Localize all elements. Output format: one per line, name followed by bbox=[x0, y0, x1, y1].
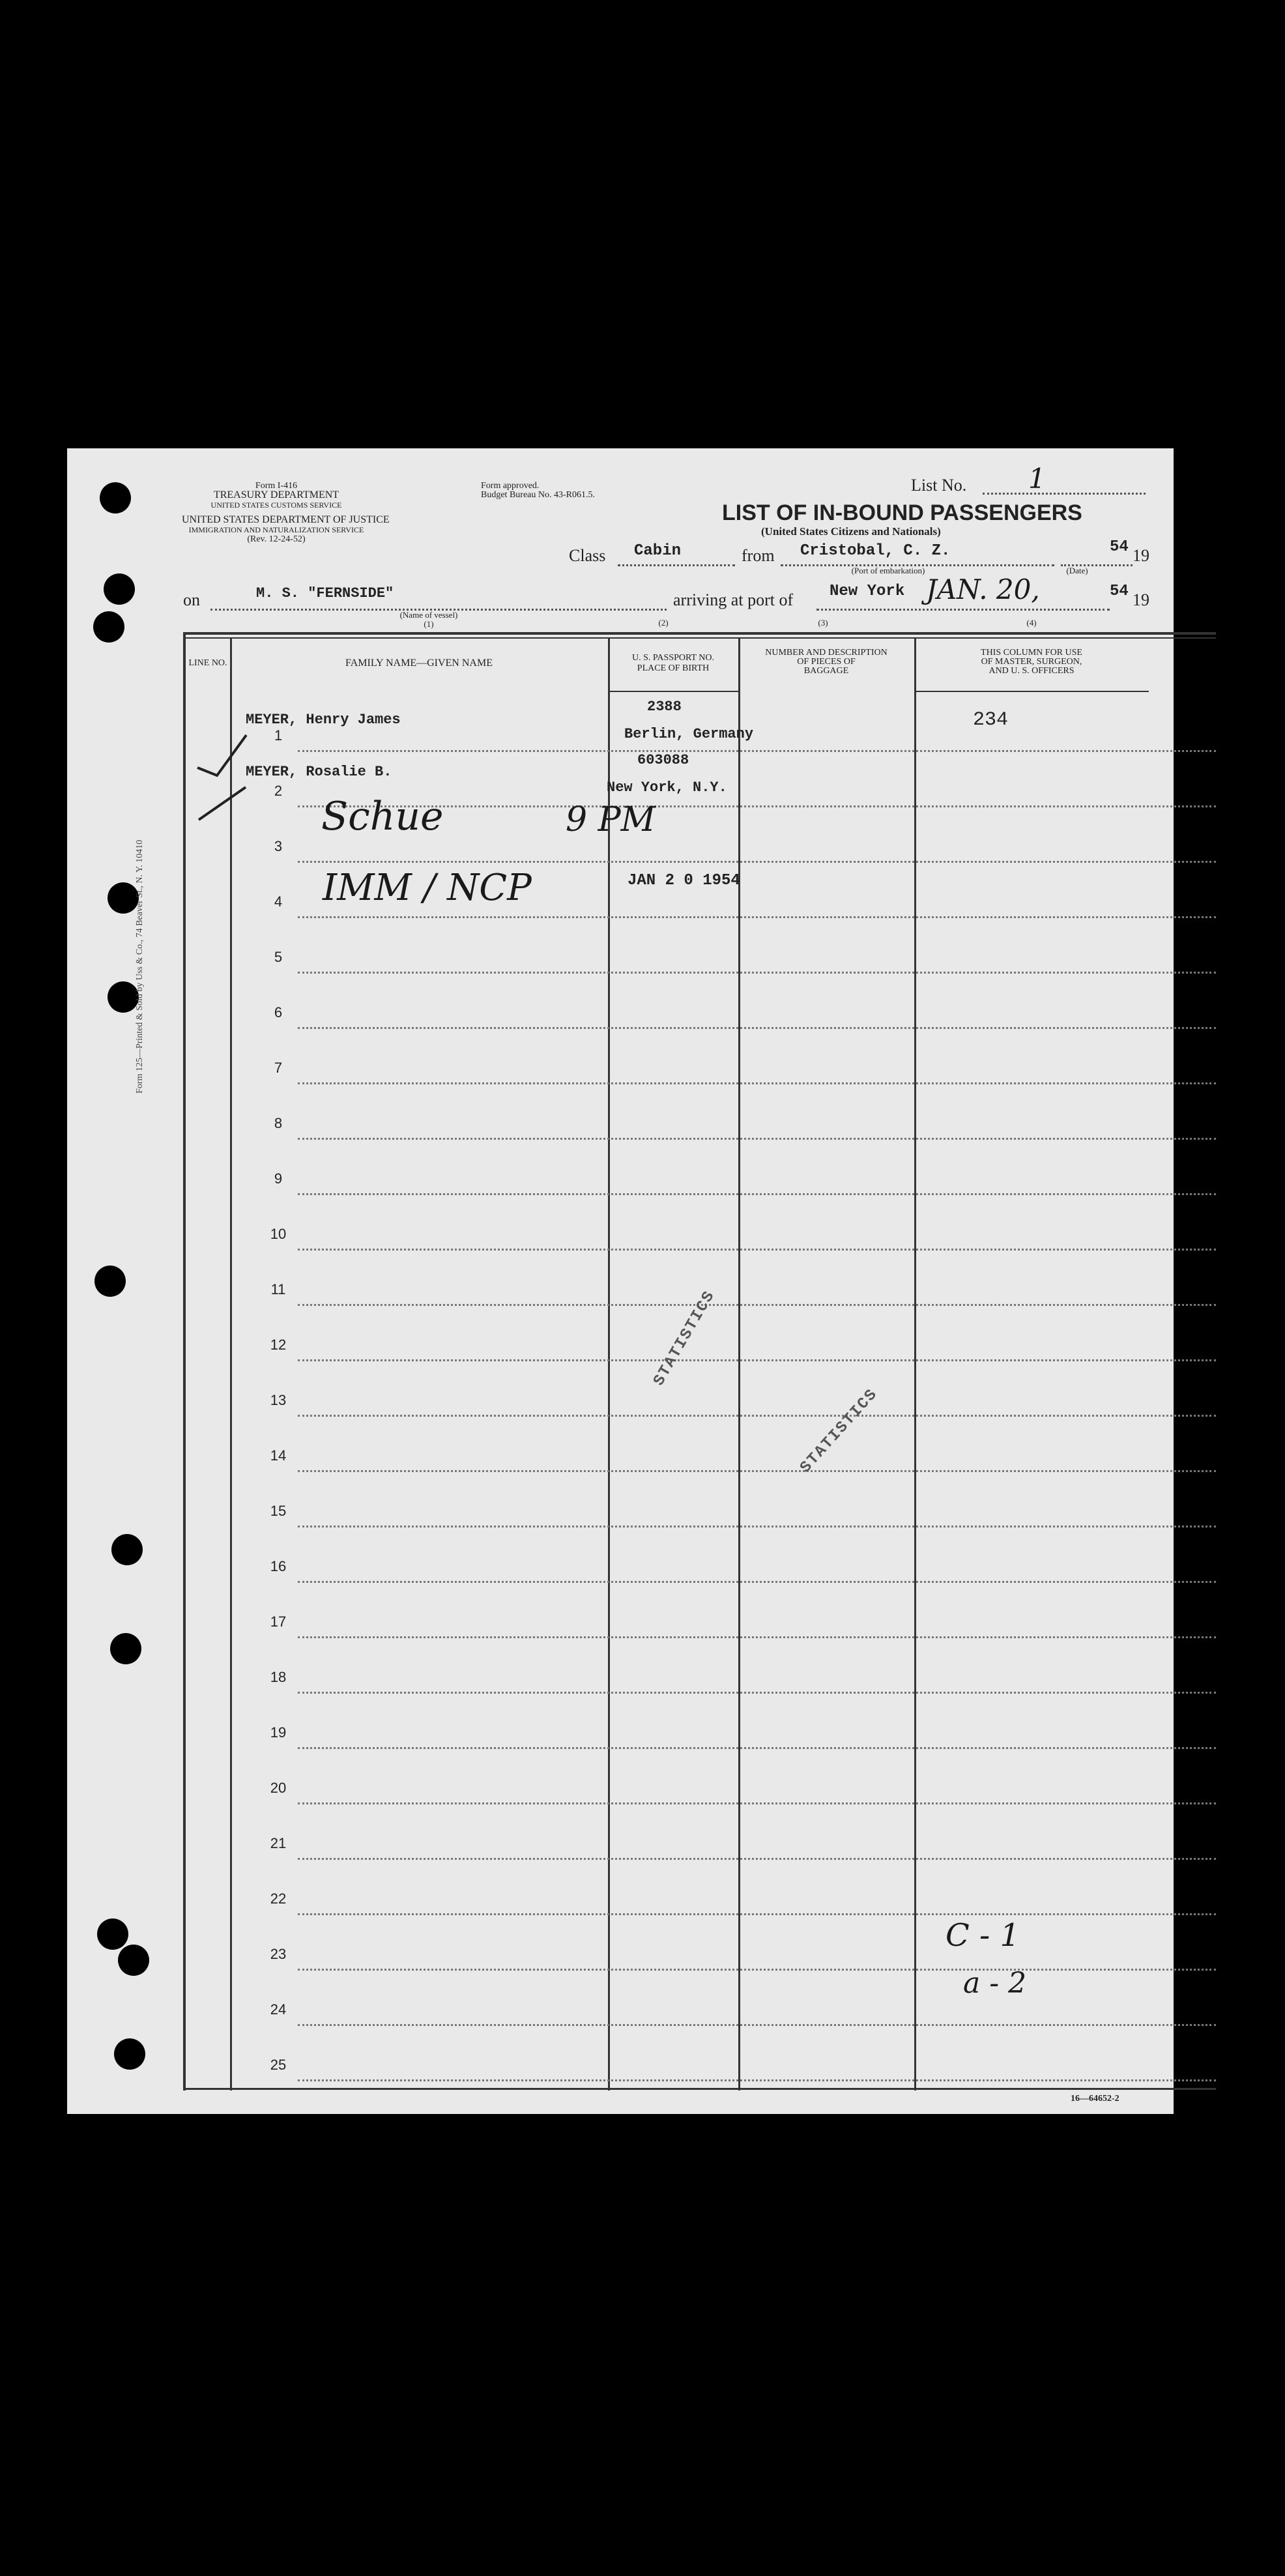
line-number: 14 bbox=[270, 1447, 287, 1464]
passport-header-underline bbox=[608, 691, 738, 692]
table-row bbox=[298, 1470, 1216, 1472]
class-value: Cabin bbox=[634, 542, 682, 560]
punch-hole bbox=[108, 981, 139, 1013]
punch-hole bbox=[100, 482, 131, 514]
arrival-port: New York bbox=[830, 583, 905, 600]
line-number: 23 bbox=[270, 1946, 287, 1962]
table-row bbox=[298, 1082, 1216, 1084]
line-number: 1 bbox=[274, 727, 283, 744]
line-number: 10 bbox=[270, 1226, 287, 1242]
form-approved: Form approved. bbox=[481, 481, 540, 491]
table-row bbox=[298, 1304, 1216, 1306]
vessel-name: M. S. "FERNSIDE" bbox=[256, 585, 394, 601]
caption-3: (3) bbox=[818, 618, 828, 628]
col-divider-baggage bbox=[914, 639, 916, 2091]
arriving-label: arriving at port of bbox=[673, 590, 794, 609]
line-number: 3 bbox=[274, 838, 283, 854]
col-header-line-no: LINE NO. bbox=[188, 658, 227, 668]
table-row bbox=[298, 1802, 1216, 1804]
footer-code: 16—64652-2 bbox=[1071, 2094, 1119, 2104]
table-row bbox=[298, 1858, 1216, 1860]
table-top-border-2 bbox=[183, 637, 1216, 639]
dept-customs: UNITED STATES CUSTOMS SERVICE bbox=[210, 500, 342, 510]
table-row bbox=[298, 861, 1216, 863]
line-number: 8 bbox=[274, 1115, 283, 1131]
table-row bbox=[298, 750, 1216, 752]
line-number: 18 bbox=[270, 1669, 287, 1685]
dept-immigration: IMMIGRATION AND NATURALIZATION SERVICE bbox=[188, 525, 364, 534]
line-number: 21 bbox=[270, 1835, 287, 1851]
col-header-baggage-3: BAGGAGE bbox=[803, 666, 849, 676]
punch-hole bbox=[104, 573, 135, 605]
statistics-stamp-1: STATISTICS bbox=[650, 1287, 719, 1389]
punch-hole bbox=[97, 1918, 128, 1950]
statistics-stamp-2: STATISTICS bbox=[797, 1385, 882, 1477]
col-divider-line bbox=[230, 639, 232, 2091]
table-row bbox=[298, 1692, 1216, 1694]
class-label: Class bbox=[569, 546, 606, 565]
line-number: 22 bbox=[270, 1890, 287, 1907]
table-row bbox=[298, 1969, 1216, 1971]
passenger-2-passport: 603088 bbox=[637, 752, 689, 768]
col-header-officers-2: OF MASTER, SURGEON, bbox=[981, 657, 1082, 667]
table-row bbox=[298, 1415, 1216, 1417]
line-number: 5 bbox=[274, 949, 283, 965]
col-header-officers-3: AND U. S. OFFICERS bbox=[989, 666, 1075, 676]
table-bottom-border bbox=[183, 2088, 1216, 2090]
handwritten-note-c1: C - 1 bbox=[946, 1917, 1020, 1954]
on-label: on bbox=[183, 590, 200, 609]
line-number: 25 bbox=[270, 2057, 287, 2073]
table-row bbox=[298, 1581, 1216, 1583]
caption-2: (2) bbox=[658, 618, 669, 628]
table-row bbox=[298, 1138, 1216, 1140]
from-value: Cristobal, C. Z. bbox=[800, 542, 951, 560]
vessel-caption: (Name of vessel) bbox=[399, 610, 458, 620]
line-number: 16 bbox=[270, 1558, 287, 1574]
col-divider-name bbox=[608, 639, 610, 2091]
line-number: 13 bbox=[270, 1392, 287, 1408]
line-number: 7 bbox=[274, 1060, 283, 1076]
col-divider-passport bbox=[738, 639, 740, 2091]
port-caption: (Port of embarkation) bbox=[851, 566, 925, 575]
table-left-border bbox=[183, 632, 186, 2091]
line-number: 20 bbox=[270, 1780, 287, 1796]
table-row bbox=[298, 1526, 1216, 1527]
passenger-2-birthplace: New York, N.Y. bbox=[607, 779, 727, 796]
from-label: from bbox=[742, 546, 775, 565]
line-number: 12 bbox=[270, 1337, 287, 1353]
punch-hole bbox=[114, 2038, 145, 2070]
line-number: 6 bbox=[274, 1004, 283, 1020]
passenger-1-passport: 2388 bbox=[647, 699, 682, 715]
line-number: 4 bbox=[274, 893, 283, 910]
arrival-date: JAN. 20, bbox=[926, 573, 1040, 605]
handwritten-note-time: 9 PM bbox=[566, 800, 656, 839]
form-page bbox=[67, 448, 1174, 2114]
document-title: LIST OF IN-BOUND PASSENGERS bbox=[722, 500, 1082, 525]
year-prefix-2: 19 bbox=[1133, 590, 1149, 609]
line-number: 19 bbox=[270, 1724, 287, 1741]
table-row bbox=[298, 1913, 1216, 1915]
handwritten-note-signature: Schue bbox=[321, 794, 444, 839]
line-number: 15 bbox=[270, 1503, 287, 1519]
table-row bbox=[298, 1249, 1216, 1251]
officer-header-underline bbox=[914, 691, 1149, 692]
revision-date: (Rev. 12-24-52) bbox=[247, 534, 306, 544]
table-top-border bbox=[183, 632, 1216, 635]
year-value-2: 54 bbox=[1110, 583, 1129, 600]
table-row bbox=[298, 2079, 1216, 2081]
date-stamp: JAN 2 0 1954 bbox=[628, 872, 740, 890]
col-header-baggage-2: OF PIECES OF bbox=[797, 657, 856, 667]
punch-hole bbox=[118, 1945, 149, 1976]
arrival-line bbox=[816, 609, 1110, 611]
col-header-passport: U. S. PASSPORT NO. bbox=[632, 653, 714, 663]
table-row bbox=[298, 2024, 1216, 2026]
list-no-line bbox=[983, 493, 1146, 495]
line-number: 2 bbox=[274, 783, 283, 799]
year-prefix: 19 bbox=[1133, 546, 1149, 565]
check-mark-icon bbox=[191, 722, 250, 826]
table-row bbox=[298, 1747, 1216, 1749]
printer-imprint: Form 125—Printed & Sold by Uss & Co., 74 Beaver St., N. Y. 10410 bbox=[135, 839, 145, 1093]
list-no-label: List No. bbox=[911, 476, 967, 495]
handwritten-note-imm: IMM / NCP bbox=[323, 867, 532, 909]
passenger-1-officer-note: 234 bbox=[973, 709, 1009, 731]
table-row bbox=[298, 1636, 1216, 1638]
punch-hole bbox=[111, 1534, 143, 1565]
form-number: Form I-416 bbox=[255, 481, 298, 491]
budget-bureau: Budget Bureau No. 43-R061.5. bbox=[481, 490, 595, 500]
caption-4: (4) bbox=[1026, 618, 1037, 628]
handwritten-note-a2: a - 2 bbox=[963, 1967, 1027, 2000]
list-no-value: 1 bbox=[1028, 463, 1046, 495]
col-header-baggage-1: NUMBER AND DESCRIPTION bbox=[765, 648, 888, 658]
col-header-name: FAMILY NAME—GIVEN NAME bbox=[345, 658, 493, 669]
table-row bbox=[298, 916, 1216, 918]
dept-treasury: TREASURY DEPARTMENT bbox=[213, 489, 339, 500]
punch-hole bbox=[110, 1633, 141, 1664]
table-row bbox=[298, 1193, 1216, 1195]
col-header-officers-1: THIS COLUMN FOR USE bbox=[981, 648, 1082, 658]
passenger-1-birthplace: Berlin, Germany bbox=[624, 726, 754, 742]
dept-justice: UNITED STATES DEPARTMENT OF JUSTICE bbox=[182, 514, 390, 525]
line-number: 9 bbox=[274, 1170, 283, 1187]
table-row bbox=[298, 1027, 1216, 1029]
punch-hole bbox=[93, 611, 124, 643]
punch-hole bbox=[94, 1266, 126, 1297]
col-header-birth: PLACE OF BIRTH bbox=[637, 663, 710, 673]
table-row bbox=[298, 972, 1216, 974]
year-value: 54 bbox=[1110, 538, 1129, 556]
line-number: 24 bbox=[270, 2001, 287, 2018]
table-row bbox=[298, 1359, 1216, 1361]
line-number: 17 bbox=[270, 1614, 287, 1630]
class-line bbox=[618, 564, 735, 566]
passenger-2-name: MEYER, Rosalie B. bbox=[246, 764, 392, 780]
passenger-1-name: MEYER, Henry James bbox=[246, 712, 401, 728]
vessel-caption-num: (1) bbox=[424, 619, 434, 629]
date-caption: (Date) bbox=[1066, 566, 1088, 575]
line-number: 11 bbox=[270, 1281, 286, 1297]
punch-hole bbox=[108, 882, 139, 914]
document-subtitle: (United States Citizens and Nationals) bbox=[761, 525, 941, 538]
